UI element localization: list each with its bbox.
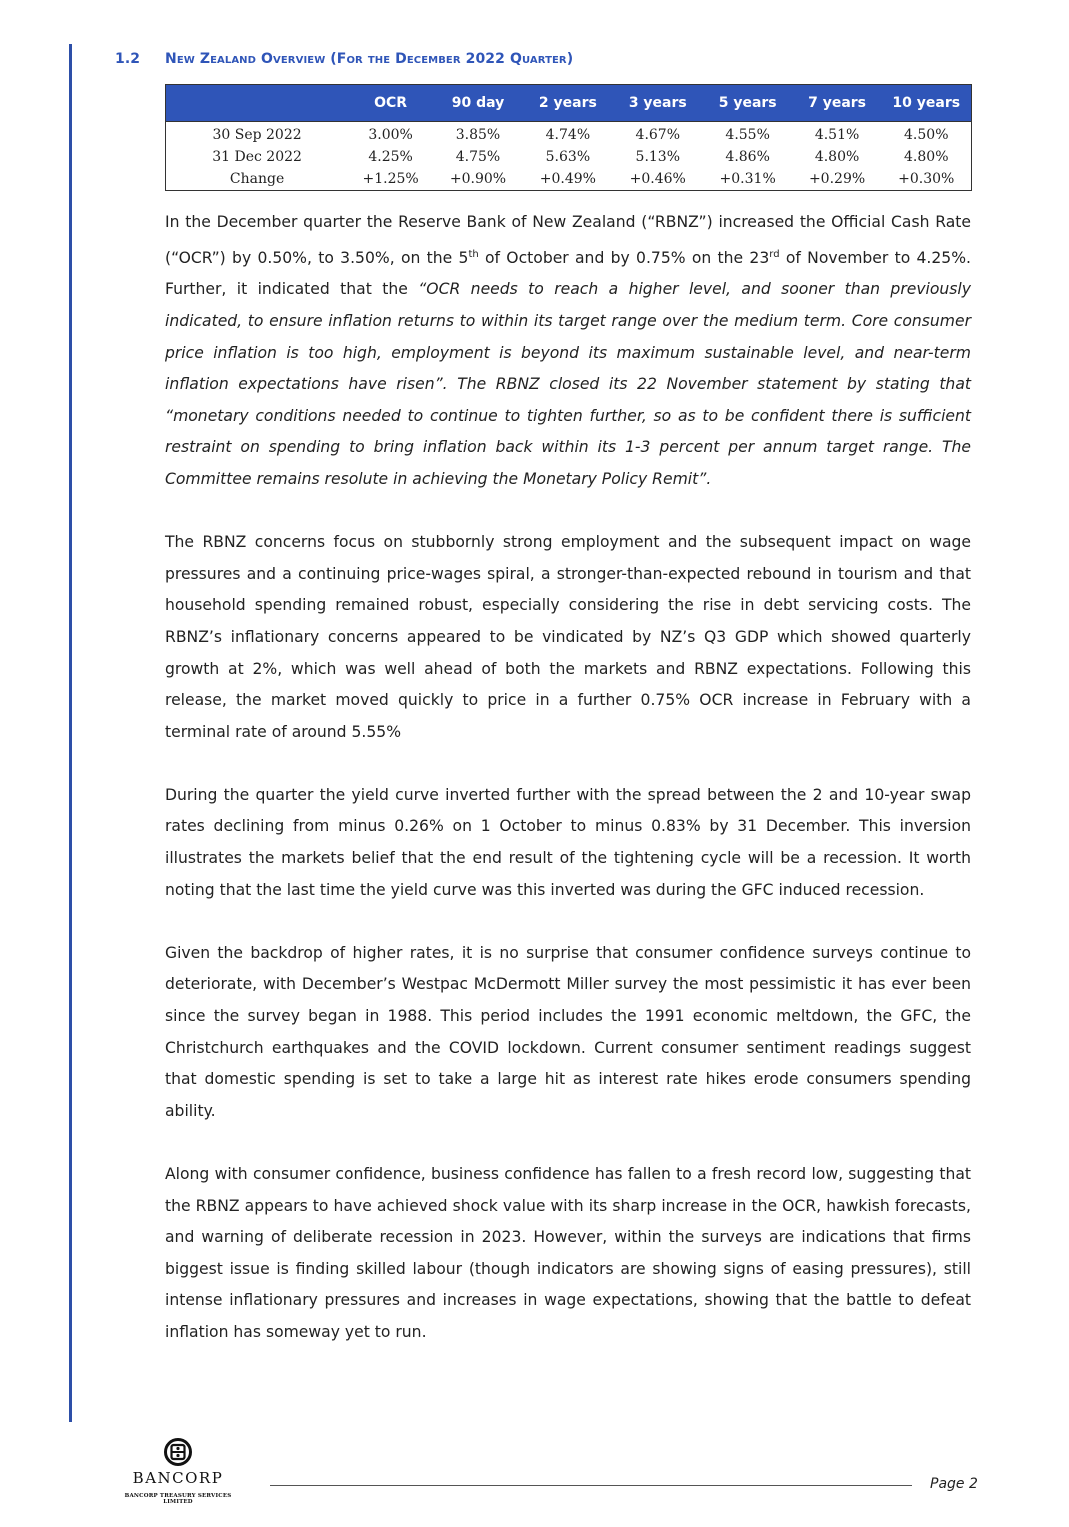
page-number: Page 2	[930, 1476, 978, 1492]
table-cell: 31 Dec 2022	[212, 149, 302, 165]
section-number: 1.2	[115, 51, 141, 67]
paragraph-yield-curve: During the quarter the yield curve inverted further with the spread between the 2 and 10-year swap rates declining from minus 0.26% on 1 October to minus 0.83% by 31 December. This inversion illustrates the markets belief that the end result of the tightening cycle will be a recession. It worth noting that the last time the yield curve was this inverted was during the GFC induced recession.	[165, 785, 971, 899]
header-cell-2-years: 2 years	[523, 85, 613, 122]
table-cell: 4.50%	[904, 127, 949, 143]
table-cell: 4.86%	[725, 149, 770, 165]
table-cell: 5.63%	[545, 149, 591, 165]
bancorp-logo	[118, 1437, 238, 1505]
header-cell-5-years: 5 years	[703, 85, 793, 122]
rates-table	[165, 84, 972, 191]
rbnz-quote: “OCR needs to reach a higher level, and sooner than previously indicated, to ensure inflation returns to within its target range over the medium term. Core consumer price inflation is too high, employment is beyond its maximum sustainable level, and near-term inflation expectations have risen”. The RBNZ closed its 22 November statement by stating that “monetary conditions needed to continue to tighten further, so as to be confident there is sufficient restraint on spending to bring inflation back within its 1-3 percent per annum target range. The Committee remains resolute in achieving the Monetary Policy Remit”.	[165, 280, 971, 488]
left-margin-rule	[69, 44, 72, 1422]
table-cell: +0.49%	[539, 171, 596, 187]
table-cell: 4.25%	[368, 149, 413, 165]
table-cell: 4.75%	[455, 149, 501, 165]
paragraph-consumer-confidence: Given the backdrop of higher rates, it is no surprise that consumer confidence surveys continue to deteriorate, with December’s Westpac McDermott Miller survey the most pessimistic it has ever been since the survey began in 1988. This period includes the 1991 economic meltdown, the GFC, the Christchurch earthquakes and the COVID lockdown. Current consumer sentiment readings suggest that domestic spending is set to take a large hit as interest rate hikes erode consumers spending ability.	[165, 943, 971, 1120]
table-cell: +0.46%	[629, 171, 686, 187]
superscript: th	[468, 248, 479, 260]
table-cell: 5.13%	[635, 149, 681, 165]
footer-divider	[270, 1485, 912, 1486]
table-cell: 4.67%	[635, 127, 681, 143]
bancorp-logo-icon	[163, 1437, 193, 1467]
table-cell: +1.25%	[362, 171, 419, 187]
table-cell: 30 Sep 2022	[212, 127, 302, 143]
table-row	[166, 146, 972, 168]
table-cell: 4.51%	[814, 127, 860, 143]
paragraph-text: of October and by 0.75% on the 23	[478, 248, 770, 267]
section-heading	[115, 51, 573, 67]
table-cell: 3.85%	[455, 127, 501, 143]
table-cell: +0.90%	[449, 171, 507, 187]
section-title: New Zealand Overview (For the December 2022 Quarter)	[165, 51, 574, 67]
table-cell: +0.31%	[719, 171, 776, 187]
paragraph-business-confidence: Along with consumer confidence, business confidence has fallen to a fresh record low, suggesting that the RBNZ appears to have achieved shock value with its sharp increase in the OCR, hawkish forecasts, and warning of deliberate recession in 2023. However, within the surveys are indications that firms biggest issue is finding skilled labour (though indicators are showing signs of easing pressures), still intense inflationary pressures and increases in wage expectations, showing that the battle to defeat inflation has someway yet to run.	[165, 1165, 971, 1341]
logo-brand: BANCORP	[132, 1469, 224, 1487]
body-text	[165, 207, 971, 1380]
table-row	[166, 122, 972, 147]
header-cell-3-years: 3 years	[613, 85, 703, 122]
table-cell: +0.29%	[808, 171, 866, 187]
table-header-row	[166, 85, 972, 122]
paragraph-text: of November to 4.25%. Further, it indicated that the	[165, 248, 972, 299]
table-cell: 3.00%	[368, 127, 413, 143]
table-row	[166, 168, 972, 191]
table-cell: 4.80%	[904, 149, 949, 165]
paragraph-rbnz-concerns: The RBNZ concerns focus on stubbornly strong employment and the subsequent impact on wage pressures and a continuing price-wages spiral, a stronger-than-expected rebound in tourism and that household spending remained robust, especially considering the rise in debt servicing costs. The RBNZ’s inflationary concerns appeared to be vindicated by NZ’s Q3 GDP which showed quarterly growth at 2%, which was well ahead of both the markets and RBNZ expectations. Following this release, the market moved quickly to price in a further 0.75% OCR increase in February with a terminal rate of around 5.55%	[165, 533, 971, 741]
header-cell-90-day: 90 day	[433, 85, 523, 122]
table-cell: 4.80%	[814, 149, 860, 165]
table-cell: Change	[229, 171, 285, 187]
header-cell-blank	[166, 85, 349, 122]
table-cell: +0.30%	[898, 171, 955, 187]
table-cell: 4.55%	[725, 127, 770, 143]
table-cell: 4.74%	[545, 127, 591, 143]
header-cell-10-years: 10 years	[882, 85, 972, 122]
logo-subtitle: BANCORP TREASURY SERVICES LIMITED	[124, 1493, 232, 1505]
header-cell-7-years: 7 years	[793, 85, 882, 122]
paragraph-text: In the December quarter the Reserve Bank of New Zealand (“RBNZ”) increased the Official Cash Rate (“OCR”) by 0.50%, to 3.50%, on the 5	[165, 213, 971, 267]
paragraph-rbnz-ocr	[165, 207, 971, 496]
superscript: rd	[769, 248, 780, 260]
header-cell-ocr: OCR	[348, 85, 433, 122]
